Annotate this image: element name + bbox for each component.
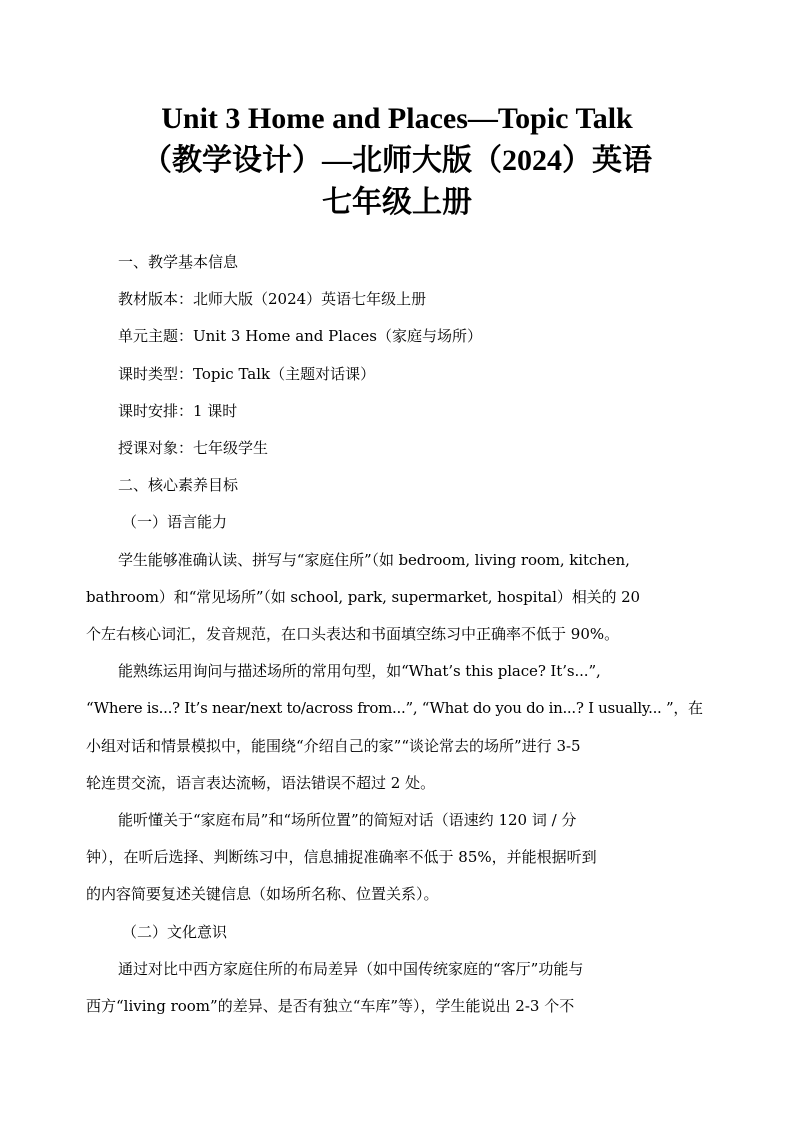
paragraph-line: 能听懂关于“家庭布局”和“场所位置”的简短对话（语速约 120 词 / 分 — [118, 811, 577, 830]
info-line: 教材版本：北师大版（2024）英语七年级上册 — [118, 290, 427, 309]
paragraph-line: bathroom）和“常见场所”（如 school, park, supermarket, hospital）相关的 20 — [86, 587, 640, 606]
subsection-heading: （二）文化意识 — [122, 922, 228, 941]
document-body — [86, 244, 703, 1025]
title-line: （教学设计）—北师大版（2024）英语 — [142, 144, 652, 177]
paragraph-line: 小组对话和情景模拟中，能围绕“介绍自己的家”“谈论常去的场所”进行 3-5 — [86, 736, 581, 755]
paragraph-line: 钟），在听后选择、判断练习中，信息捕捉准确率不低于 85%，并能根据听到 — [86, 848, 597, 867]
info-line: 课时类型：Topic Talk（主题对话课） — [118, 364, 376, 383]
paragraph-line: 能熟练运用询问与描述场所的常用句型，如“What’s this place? It’s...”, — [118, 662, 601, 681]
paragraph-line: “Where is...? It’s near/next to/across from...”, “What do you do in...? I usually... ”，在 — [86, 699, 703, 718]
info-line: 课时安排：1 课时 — [118, 401, 238, 420]
paragraph-line: 通过对比中西方家庭住所的布局差异（如中国传统家庭的“客厅”功能与 — [118, 959, 584, 978]
section-heading: 一、教学基本信息 — [118, 253, 239, 271]
paragraph-line: 的内容简要复述关键信息（如场所名称、位置关系）。 — [86, 885, 439, 904]
subsection-heading: （一）语言能力 — [122, 513, 228, 532]
title-line: 七年级上册 — [322, 186, 472, 219]
document-title — [100, 98, 694, 224]
info-line: 授课对象：七年级学生 — [118, 439, 269, 458]
paragraph-line: 轮连贯交流，语言表达流畅，语法错误不超过 2 处。 — [86, 773, 436, 792]
section-heading: 二、核心素养目标 — [118, 476, 239, 495]
paragraph-line: 学生能够准确认读、拼写与“家庭住所”（如 bedroom, living room, kitchen, — [118, 550, 630, 569]
title-line: Unit 3 Home and Places—Topic Talk — [161, 102, 633, 135]
info-line: 单元主题：Unit 3 Home and Places（家庭与场所） — [118, 327, 482, 346]
paragraph-line: 个左右核心词汇，发音规范，在口头表达和书面填空练习中正确率不低于 90%。 — [86, 625, 620, 644]
paragraph-line: 西方“living room”的差异、是否有独立“车库”等），学生能说出 2-3 个不 — [86, 997, 575, 1016]
